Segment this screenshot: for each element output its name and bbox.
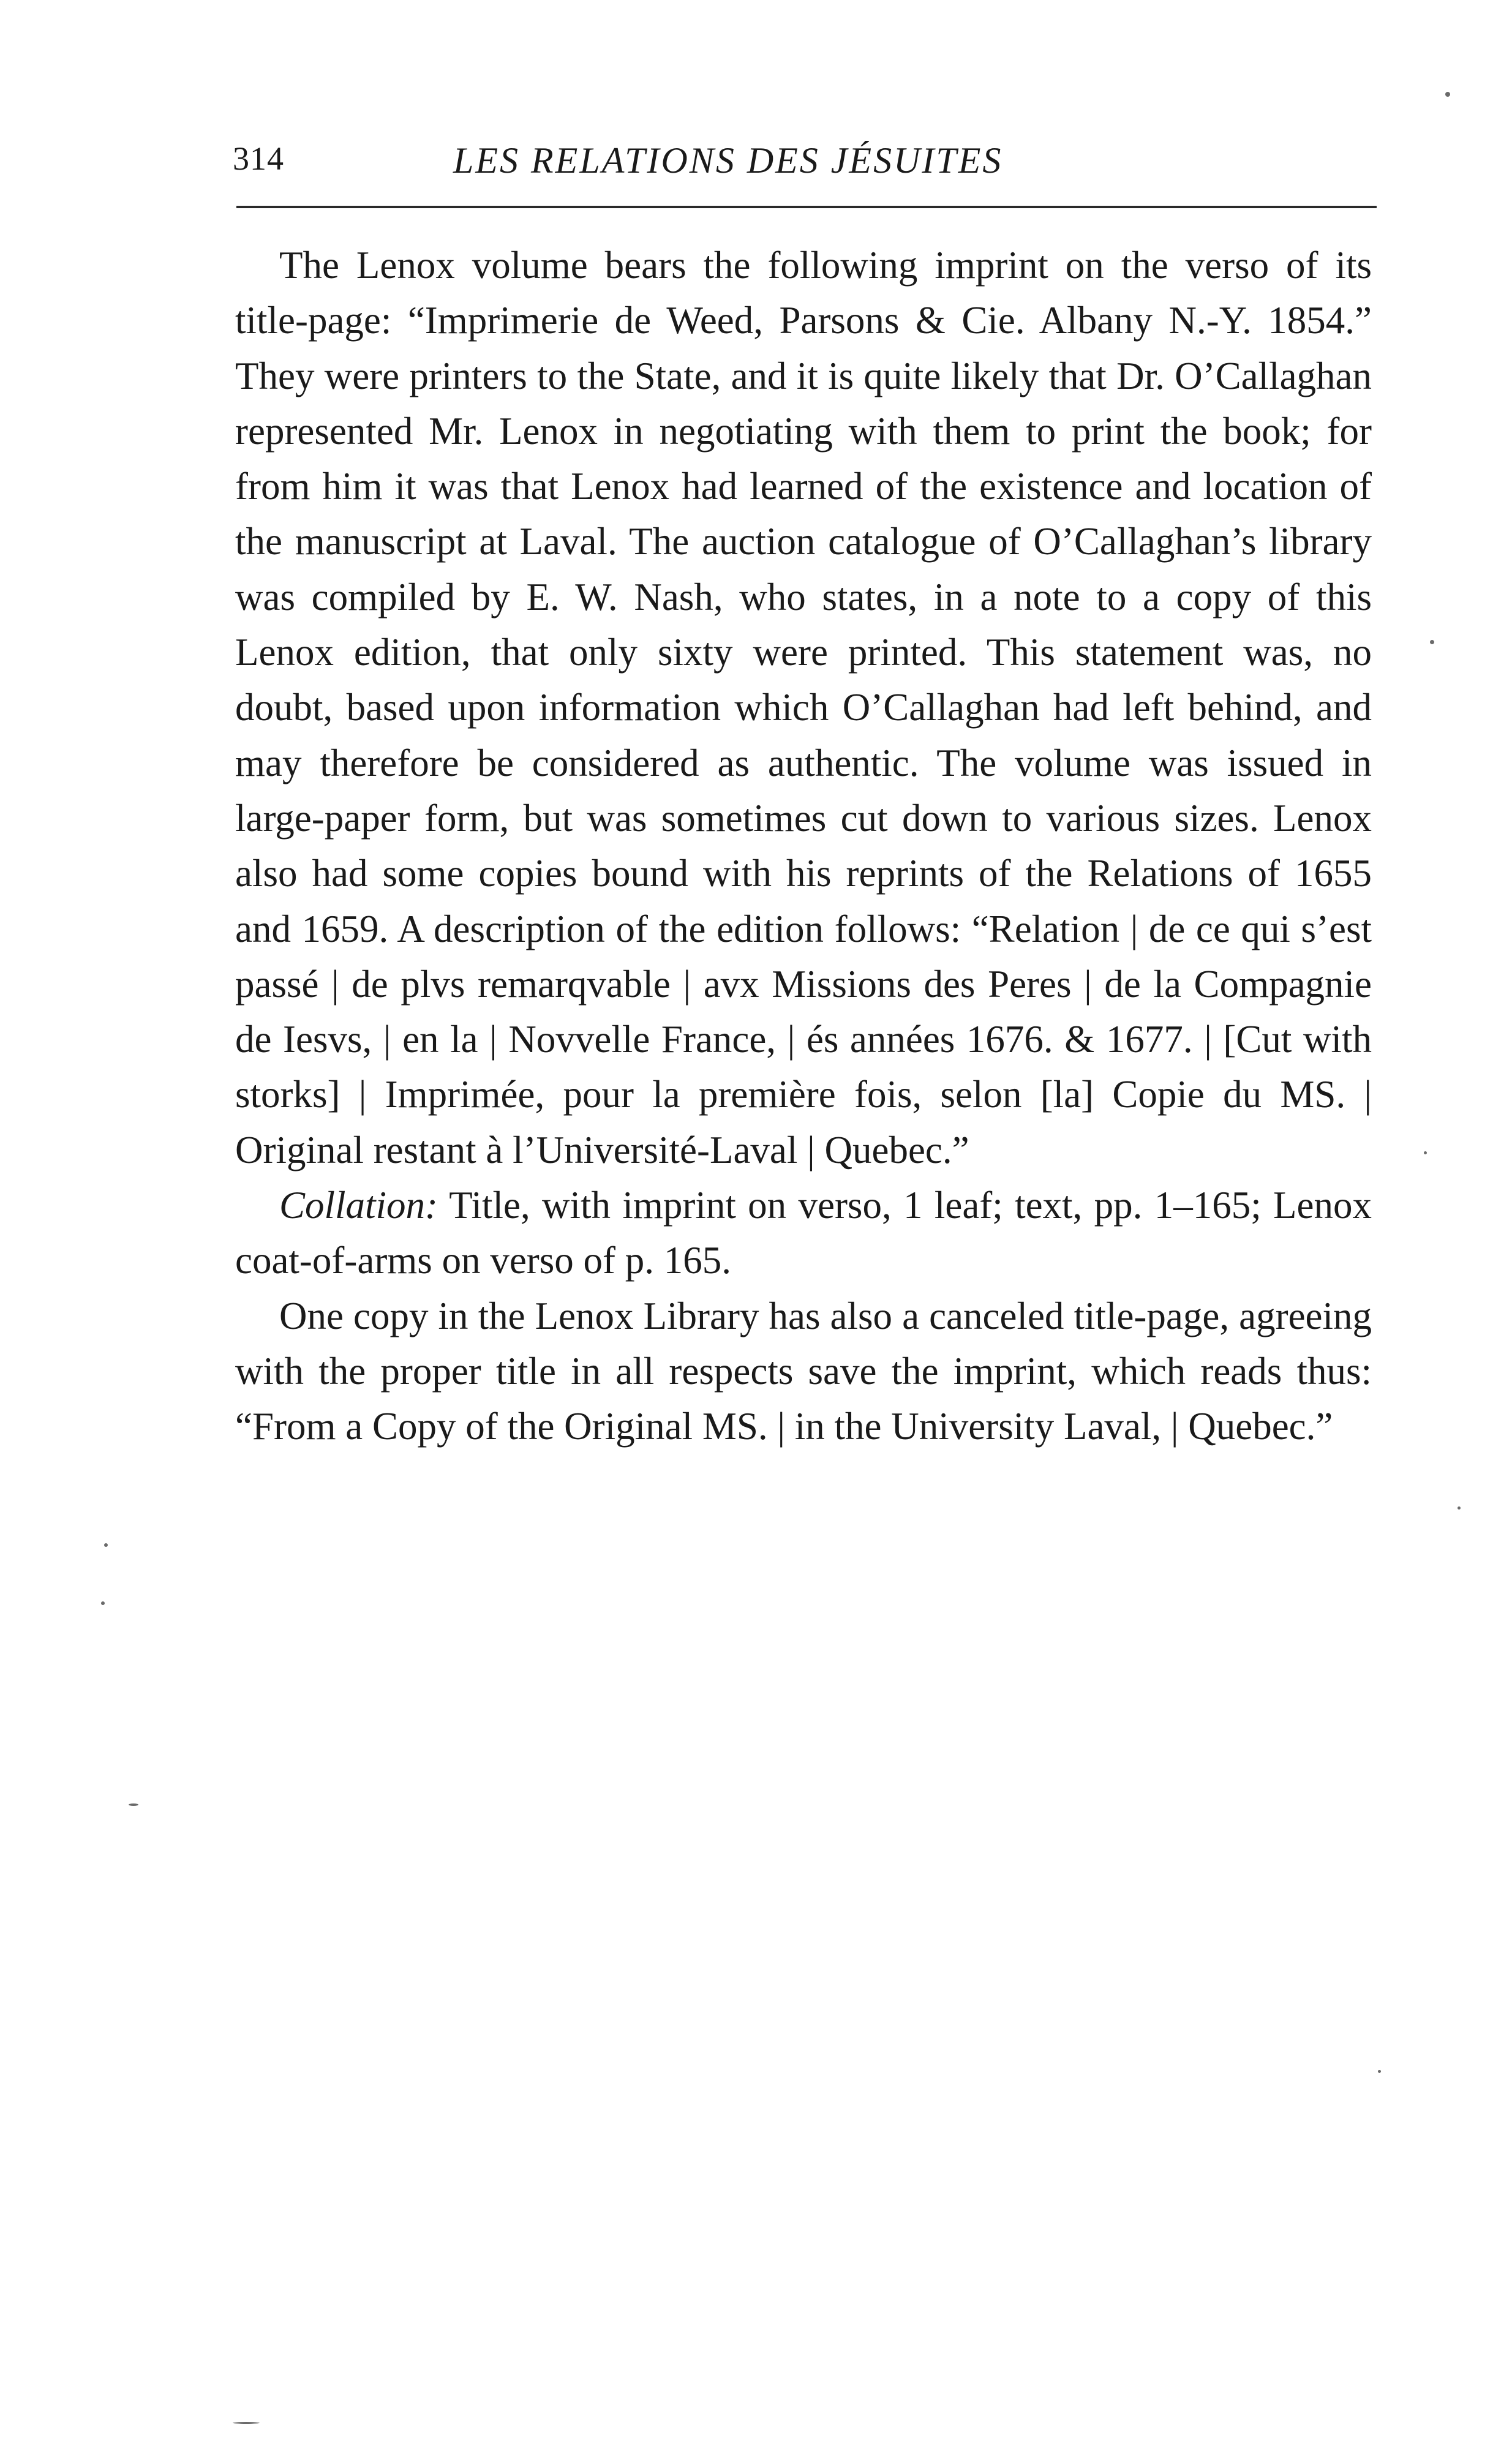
collation-text: Title, with imprint on verso, 1 leaf; text, pp. 1–165; Lenox coat-of-arms on verso of p. 165.	[235, 1184, 1372, 1282]
scan-speck	[1378, 2070, 1381, 2073]
scan-speck	[104, 1543, 108, 1547]
running-head: LES RELATIONS DES JÉSUITES	[453, 140, 1003, 181]
page-header	[233, 140, 1384, 189]
paragraph-collation	[235, 1178, 1372, 1288]
paragraph-lenox-volume: The Lenox volume bears the following imprint on the verso of its title-page: “Imprimerie de Weed, Parsons & Cie. Albany N.-Y. 1854.” They were printers to the State, and it is quite likely that Dr. O’Callaghan represented Mr. Lenox in negotiating with them to print the book; for from him it was that Lenox had learned of the existence and location of the manuscript at Laval. The auction catalogue of O’Callaghan’s library was compiled by E. W. Nash, who states, in a note to a copy of this Lenox edition, that only sixty were printed. This statement was, no doubt, based upon information which O’Callaghan had left behind, and may therefore be considered as authentic. The volume was issued in large-paper form, but was sometimes cut down to various sizes. Lenox also had some copies bound with his reprints of the Relations of 1655 and 1659. A description of the edition follows: “Relation | de ce qui s’est passé | de plvs remarqvable | avx Missions des Peres | de la Compagnie de Iesvs, | en la | Novvelle France, | és années 1676. & 1677. | [Cut with storks] | Imprimée, pour la première fois, selon [la] Copie du MS. | Original restant à l’Université-Laval | Quebec.”	[235, 244, 1372, 1171]
scan-speck	[1424, 1151, 1427, 1154]
scan-speck	[1430, 640, 1434, 644]
page-number: 314	[233, 140, 284, 177]
paragraph-canceled-title: One copy in the Lenox Library has also a canceled title-page, agreeing with the proper title in all respects save the imprint, which reads thus: “From a Copy of the Original MS. | in the University Laval, | Quebec.”	[235, 1294, 1372, 1448]
header-rule	[236, 206, 1377, 208]
body-text	[235, 238, 1372, 1454]
scan-speck	[1445, 92, 1450, 97]
scan-speck	[129, 1803, 138, 1806]
scan-speck	[101, 1601, 105, 1605]
scan-speck	[1457, 1506, 1461, 1510]
scan-speck	[233, 2422, 260, 2424]
collation-label: Collation:	[279, 1184, 438, 1227]
